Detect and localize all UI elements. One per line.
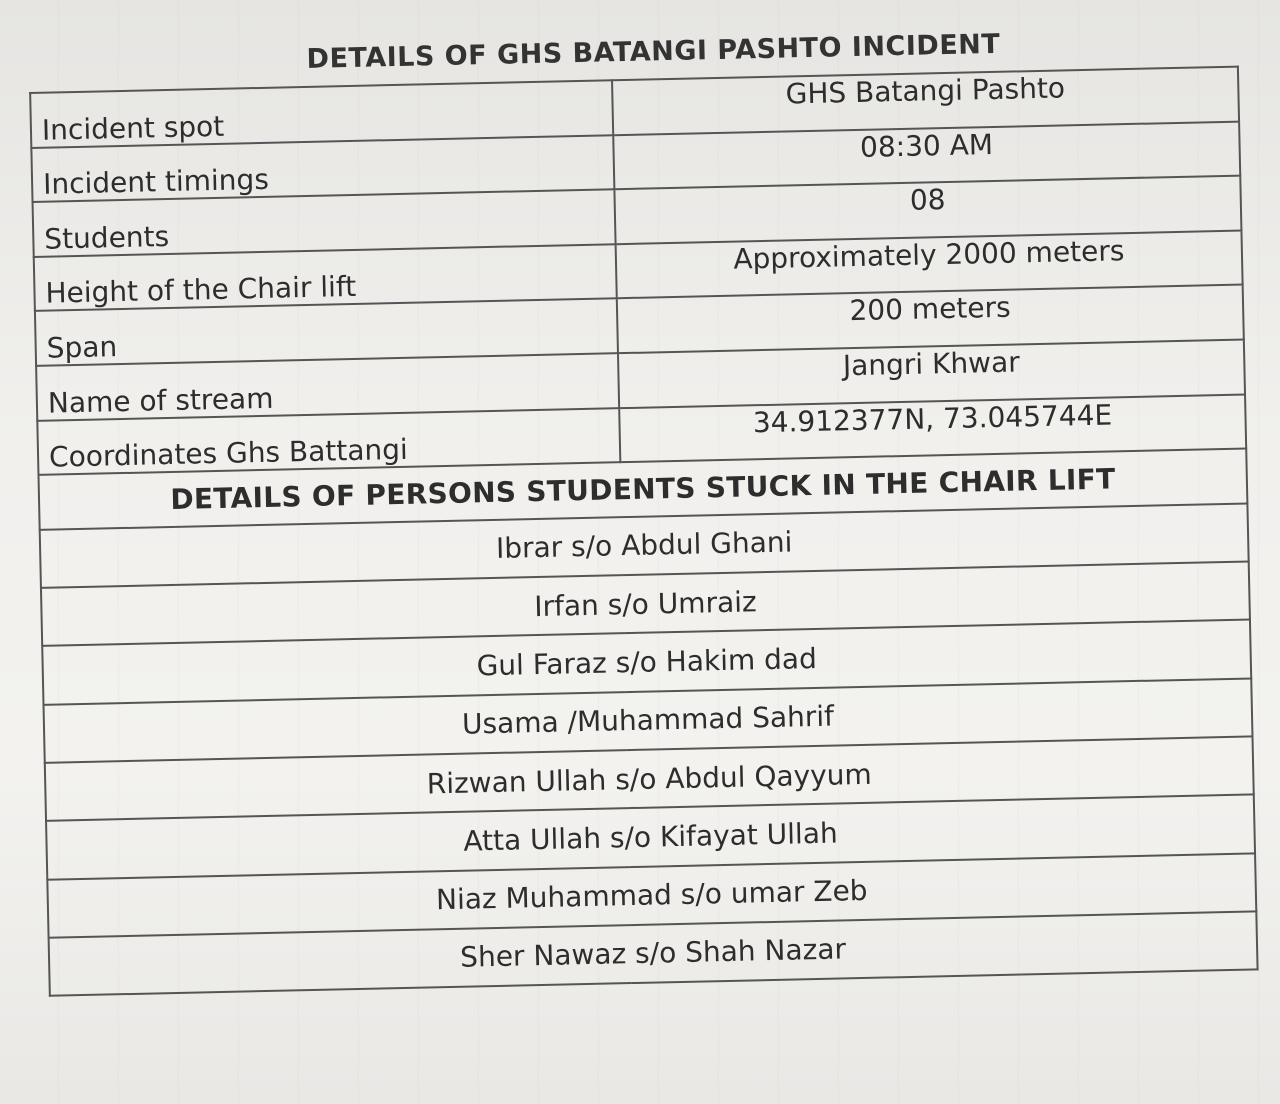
person-name: Ibrar s/o Abdul Ghani bbox=[40, 503, 1249, 588]
document-title: DETAILS OF GHS BATANGI PASHTO INCIDENT bbox=[306, 28, 1001, 75]
person-name: Irfan s/o Umraiz bbox=[41, 562, 1250, 647]
detail-label: Name of stream bbox=[36, 353, 619, 420]
detail-label: Span bbox=[35, 299, 618, 366]
person-name: Gul Faraz s/o Hakim dad bbox=[42, 620, 1251, 705]
person-name: Niaz Muhammad s/o umar Zeb bbox=[47, 853, 1256, 938]
detail-value: GHS Batangi Pashto bbox=[612, 67, 1239, 135]
incident-document bbox=[28, 14, 1259, 997]
detail-value: 200 meters bbox=[617, 285, 1244, 353]
detail-value: 34.912377N, 73.045744E bbox=[619, 394, 1246, 462]
persons-heading: DETAILS OF PERSONS STUDENTS STUCK IN THE CHAIR LIFT bbox=[38, 449, 1247, 530]
person-name: Rizwan Ullah s/o Abdul Qayyum bbox=[45, 736, 1254, 821]
detail-label: Coordinates Ghs Battangi bbox=[37, 408, 620, 475]
detail-label: Incident spot bbox=[30, 80, 613, 147]
detail-label: Students bbox=[33, 189, 616, 256]
detail-value: 08 bbox=[614, 176, 1241, 244]
detail-value: 08:30 AM bbox=[613, 121, 1240, 189]
incident-details-table bbox=[29, 66, 1258, 997]
person-name: Usama /Muhammad Sahrif bbox=[43, 678, 1252, 763]
detail-value: Approximately 2000 meters bbox=[616, 230, 1243, 298]
detail-label: Height of the Chair lift bbox=[34, 244, 617, 311]
person-name: Atta Ullah s/o Kifayat Ullah bbox=[46, 795, 1255, 880]
detail-label: Incident timings bbox=[31, 135, 614, 202]
person-name: Sher Nawaz s/o Shah Nazar bbox=[49, 911, 1258, 996]
detail-value: Jangri Khwar bbox=[618, 340, 1245, 408]
